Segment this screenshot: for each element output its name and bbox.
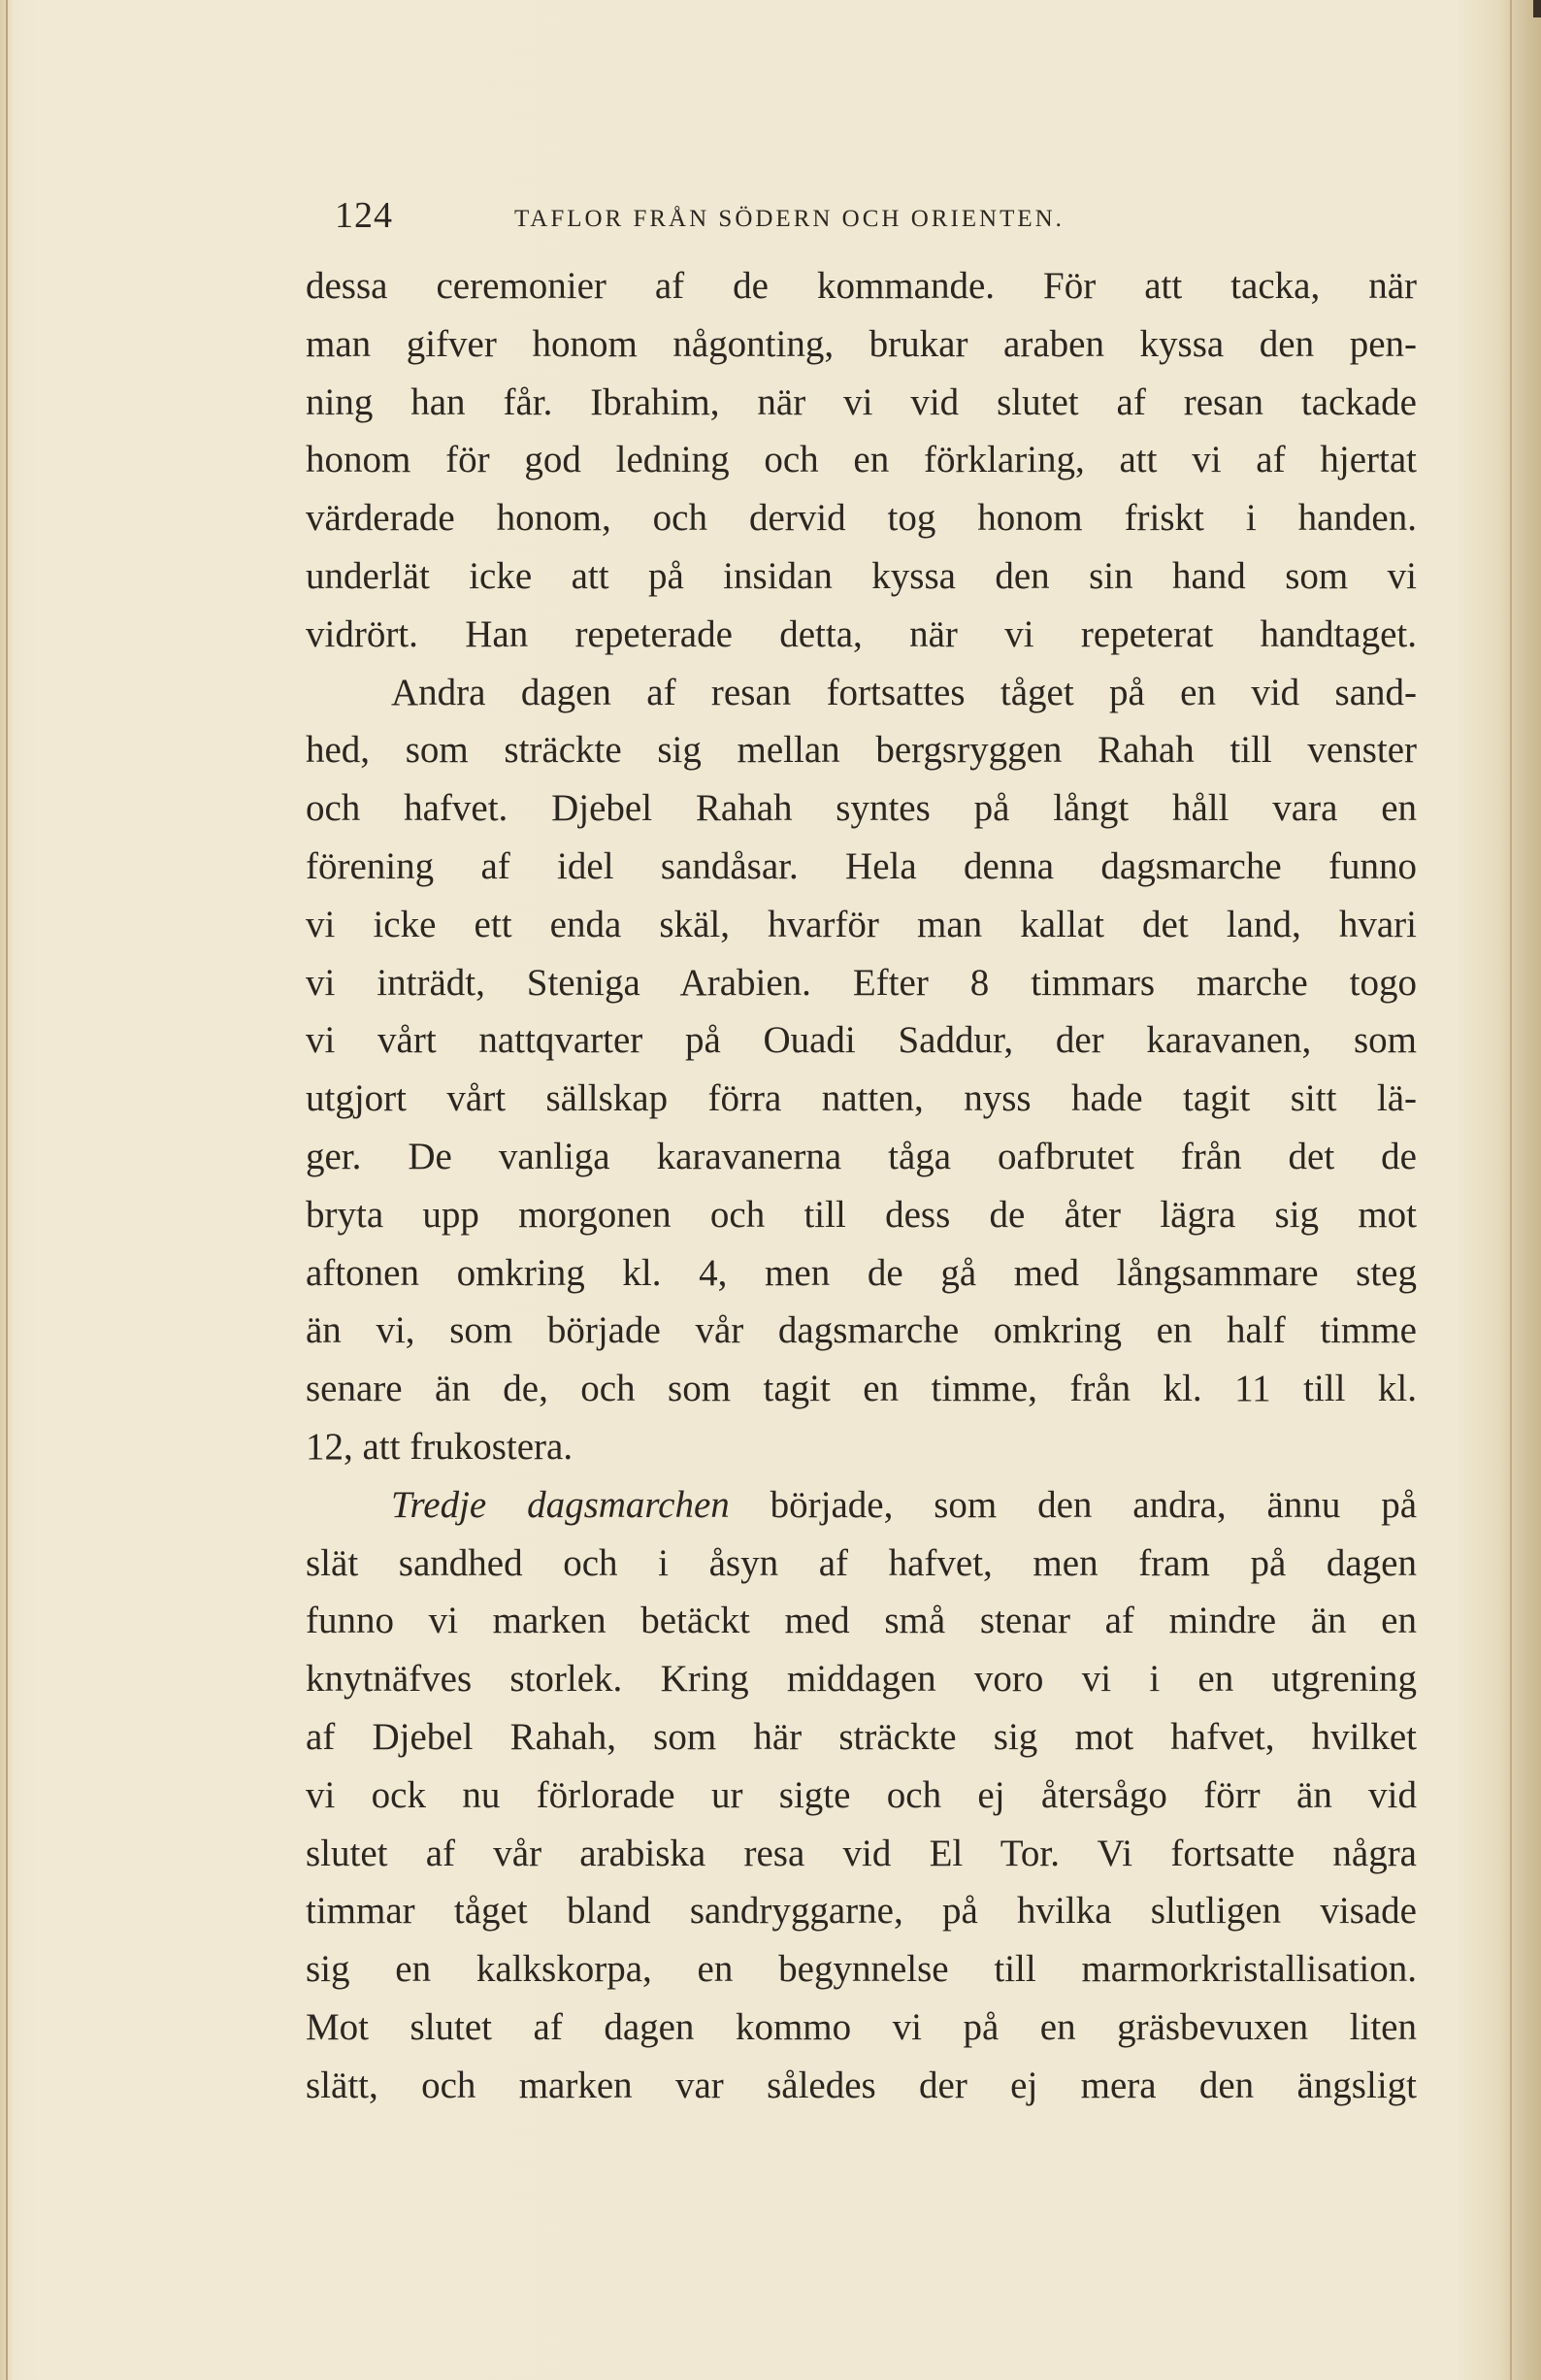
line-text: dessa ceremonier af de kommande. För att tacka, när (306, 265, 1417, 307)
line-text: funno vi marken betäckt med små stenar af mindre än en (306, 1600, 1417, 1642)
line-text: slätt, och marken var således der ej mera den ängsligt (306, 2064, 1417, 2106)
line-text: hed, som sträckte sig mellan bergsryggen Rahah till venster (306, 729, 1417, 772)
text-line (306, 1011, 1417, 1070)
text-line (306, 1302, 1417, 1360)
line-text: underlät icke att på insidan kyssa den sin hand som vi (306, 554, 1417, 597)
line-text: af Djebel Rahah, som här sträckte sig mot hafvet, hvilket (306, 1715, 1417, 1758)
line-text: Mot slutet af dagen kommo vi på en gräsbevuxen liten (306, 2005, 1417, 2048)
line-text: utgjort vårt sällskap förra natten, nyss hade tagit sitt lä- (306, 1077, 1417, 1120)
text-line (306, 606, 1417, 664)
line-text: sig en kalkskorpa, en begynnelse till marmorkristallisation. (306, 1948, 1417, 1991)
text-line (306, 547, 1417, 606)
line-text: bryta upp morgonen och till dess de åter lägra sig mot (306, 1193, 1417, 1236)
text-line (306, 1999, 1417, 2057)
text-line (306, 315, 1417, 374)
line-text: honom för god ledning och en förklaring, att vi af hjertat (306, 439, 1417, 481)
italic-phrase: Tredje dagsmarchen (391, 1483, 730, 1526)
text-line (306, 257, 1417, 315)
text-line (306, 1360, 1417, 1418)
line-text: vi inträdt, Steniga Arabien. Efter 8 timmars marche togo (306, 961, 1417, 1004)
line-text: värderade honom, och dervid tog honom friskt i handen. (306, 497, 1417, 540)
text-line (306, 1767, 1417, 1825)
line-text: vidrört. Han repeterade detta, när vi repeterat handtaget. (306, 612, 1417, 655)
text-line (306, 1418, 1417, 1476)
page-edge-right (1510, 0, 1512, 2380)
line-text: och hafvet. Djebel Rahah syntes på långt håll vara en (306, 787, 1417, 830)
line-text: knytnäfves storlek. Kring middagen voro vi i en utgrening (306, 1658, 1417, 1701)
corner-mark (1533, 0, 1541, 17)
line-text: än vi, som började vår dagsmarche omkring en half timme (306, 1309, 1417, 1352)
text-line (306, 1708, 1417, 1767)
text-line (306, 1650, 1417, 1708)
text-line (306, 431, 1417, 489)
running-title: TAFLOR FRÅN SÖDERN OCH ORIENTEN. (514, 206, 1065, 232)
text-line (306, 2057, 1417, 2115)
text-line (306, 1940, 1417, 1999)
line-text: började, som den andra, ännu på (729, 1483, 1417, 1526)
page-header (335, 194, 1412, 252)
body-text (306, 257, 1417, 2115)
binding-edge (6, 0, 8, 2380)
text-line (306, 896, 1417, 954)
line-text: vi icke ett enda skäl, hvarför man kallat det land, hvari (306, 903, 1417, 945)
text-line (306, 1244, 1417, 1303)
text-line (306, 664, 1417, 722)
text-line (306, 1476, 1417, 1535)
text-line (306, 1128, 1417, 1186)
text-line (306, 1535, 1417, 1593)
text-line (306, 1882, 1417, 1940)
line-text: 12, att frukostera. (306, 1425, 574, 1468)
text-line (306, 838, 1417, 896)
line-text: vi ock nu förlorade ur sigte och ej återsågo förr än vid (306, 1773, 1417, 1816)
text-line (306, 374, 1417, 432)
line-text: man gifver honom någonting, brukar araben kyssa den pen- (306, 322, 1417, 365)
line-text: senare än de, och som tagit en timme, från kl. 11 till kl. (306, 1368, 1417, 1410)
page-number: 124 (335, 195, 393, 236)
text-line (306, 954, 1417, 1012)
line-text: förening af idel sandåsar. Hela denna dagsmarche funno (306, 844, 1417, 887)
line-text: aftonen omkring kl. 4, men de gå med långsammare steg (306, 1251, 1417, 1294)
text-line (306, 1592, 1417, 1650)
text-line (306, 779, 1417, 838)
text-line (306, 1186, 1417, 1244)
text-line (306, 1825, 1417, 1883)
line-text: slutet af vår arabiska resa vid El Tor. Vi fortsatte några (306, 1832, 1417, 1874)
line-text: ger. De vanliga karavanerna tåga oafbrutet från det de (306, 1135, 1417, 1177)
line-text: Andra dagen af resan fortsattes tåget på en vid sand- (391, 671, 1417, 713)
text-line (306, 1070, 1417, 1128)
text-line (306, 489, 1417, 547)
line-text: slät sandhed och i åsyn af hafvet, men fram på dagen (306, 1541, 1417, 1584)
text-line (306, 721, 1417, 779)
line-text: vi vårt nattqvarter på Ouadi Saddur, der karavanen, som (306, 1019, 1417, 1062)
line-text: ning han får. Ibrahim, när vi vid slutet af resan tackade (306, 380, 1417, 423)
line-text: timmar tåget bland sandryggarne, på hvilka slutligen visade (306, 1890, 1417, 1933)
